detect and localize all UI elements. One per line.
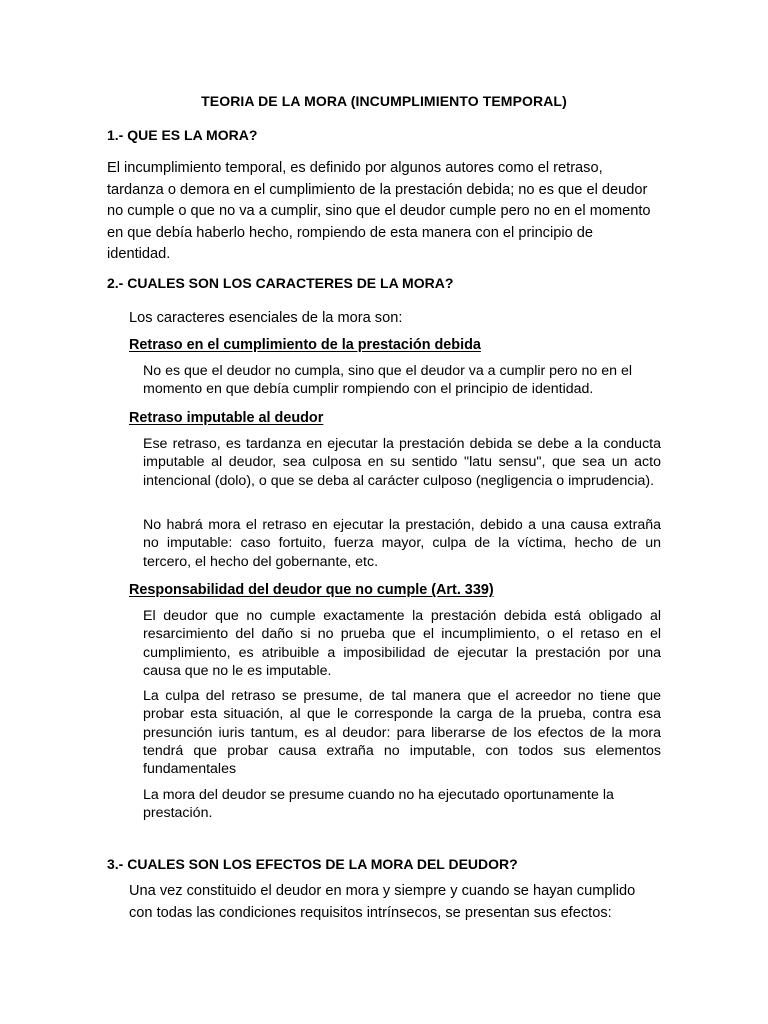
character-3-title: Responsabilidad del deudor que no cumple (Art. 339) [129,582,494,598]
section-3-heading: 3.- CUALES SON LOS EFECTOS DE LA MORA DEL DEUDOR? [107,856,518,872]
document-title: TEORIA DE LA MORA (INCUMPLIMIENTO TEMPORAL) [201,93,567,109]
character-3-paragraph-2: La culpa del retraso se presume, de tal manera que el acreedor no tiene que probar esta situación, al que le corresponde la carga de la prueba, contra esa presunción iuris tantum, es al deudor: para liberarse de los efectos de la mora tendrá que probar causa extraña no imputable, con todos sus elementos fundamentales [143,688,661,778]
character-2-title: Retraso imputable al deudor [129,410,324,426]
character-3-paragraph-1: El deudor que no cumple exactamente la prestación debida está obligado al resarcimiento del daño si no prueba que el incumplimiento, o el retaso en el cumplimiento, es atribuible a imposibilidad de ejecutar la prestación por una causa que no le es imputable. [143,608,661,679]
section-2-heading: 2.- CUALES SON LOS CARACTERES DE LA MORA? [107,275,454,291]
section-1-heading: 1.- QUE ES LA MORA? [107,127,258,143]
character-3-paragraph-3: La mora del deudor se presume cuando no ha ejecutado oportunamente la prestación. [143,787,614,822]
character-1-paragraph: No es que el deudor no cumpla, sino que el deudor va a cumplir pero no en el momento en que debía cumplir rompiendo con el principio de identidad. [143,363,632,398]
section-2-intro: Los caracteres esenciales de la mora son: [129,310,403,326]
character-2-paragraph-1: Ese retraso, es tardanza en ejecutar la prestación debida se debe a la conducta imputable al deudor, sea culposa en su sentido "latu sensu", que sea un acto intencional (dolo), o que se deba al carácter culposo (negligencia o imprudencia). [143,436,661,489]
character-1-title: Retraso en el cumplimiento de la prestación debida [129,337,481,353]
section-1-paragraph: El incumplimiento temporal, es definido por algunos autores como el retraso, tardanza o demora en el cumplimiento de la prestación debida; no es que el deudor no cumple o que no va a cumplir, sino que el deudor cumple pero no en el momento en que debía haberlo hecho, rompiendo de esta manera con el principio de identidad. [107,160,651,263]
section-3-paragraph: Una vez constituido el deudor en mora y siempre y cuando se hayan cumplido con todas las condiciones requisitos intrínsecos, se presentan sus efectos: [129,883,636,921]
character-2-paragraph-2: No habrá mora el retraso en ejecutar la prestación, debido a una causa extraña no imputable: caso fortuito, fuerza mayor, culpa de la víctima, hecho de un tercero, el hecho del gobernante, etc. [143,517,661,570]
